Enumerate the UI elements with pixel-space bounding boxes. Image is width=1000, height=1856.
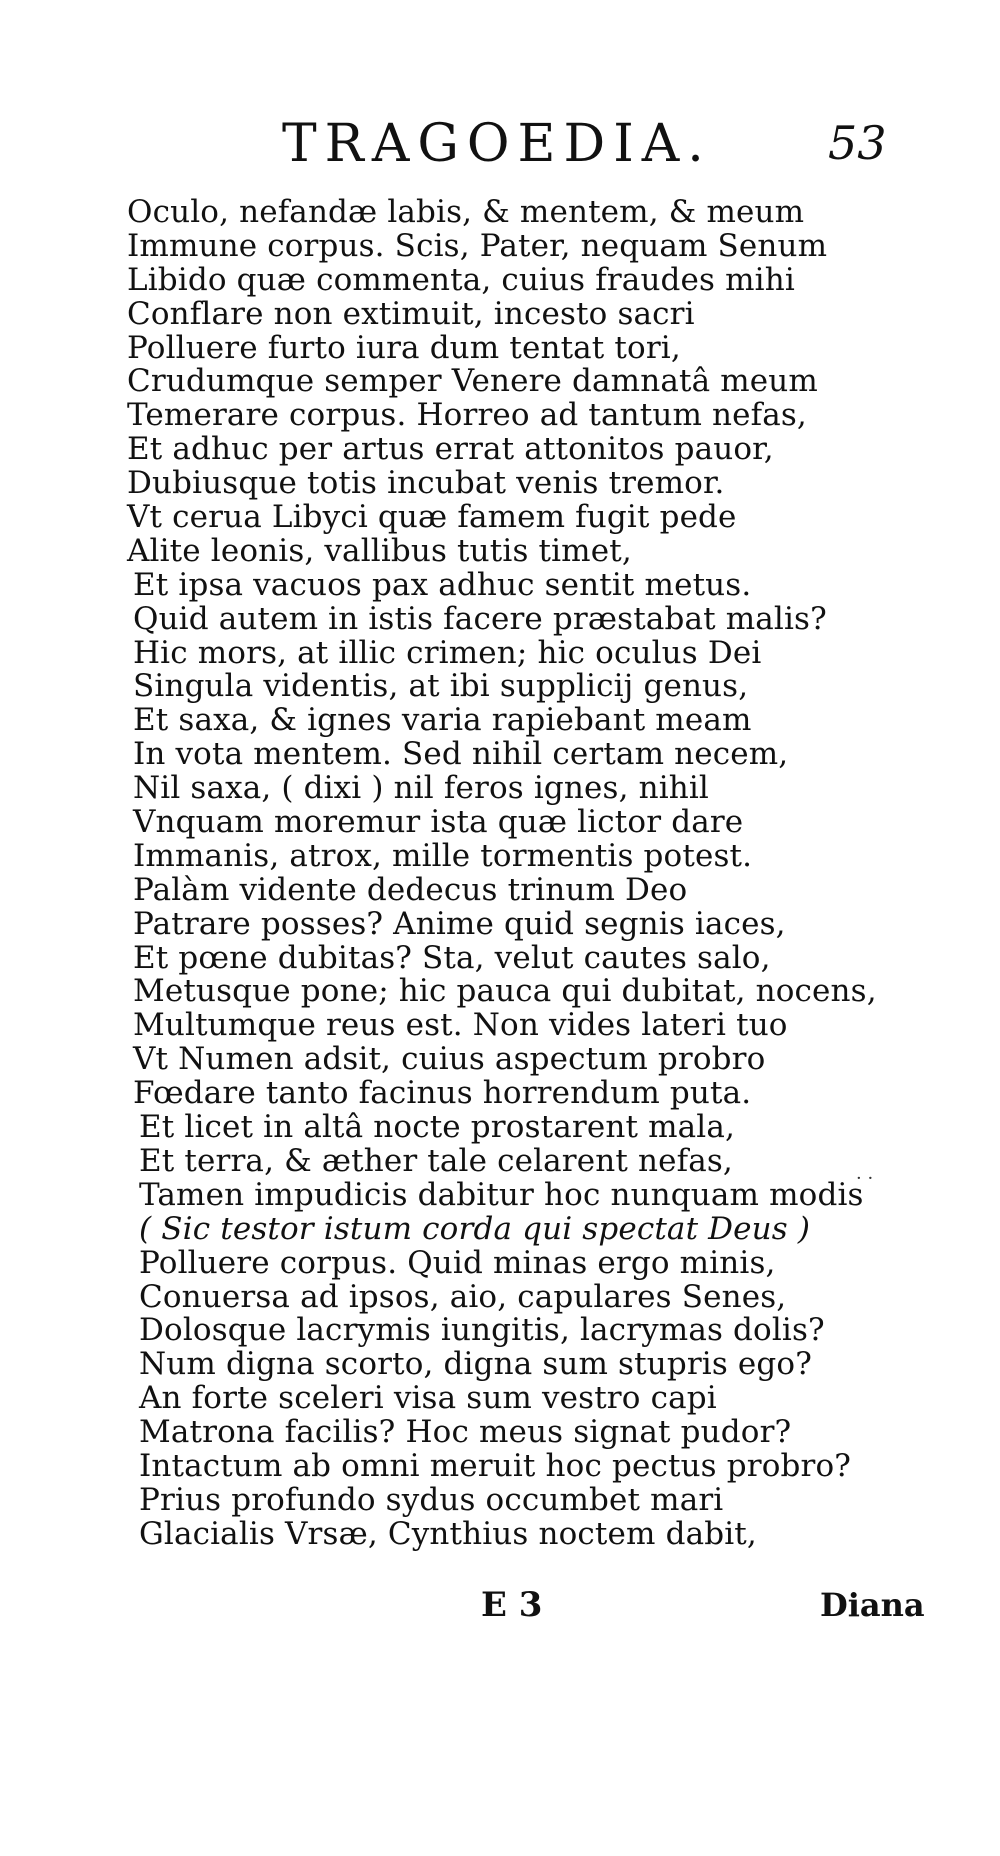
verse-line: Hic mors, at illic crimen; hic oculus Dei	[133, 634, 762, 671]
verse-line: Palàm vidente dedecus trinum Deo	[133, 871, 688, 908]
verse-line: Vt ceruа Libyci quæ famem fugit pede	[127, 499, 737, 536]
running-title: TRAGOEDIA.	[282, 114, 712, 174]
verse-line: Et pœne dubitas? Sta, velut cautes salo,	[133, 939, 771, 976]
verse-line: Oculo, nefandæ labis, & mentem, & meum	[127, 194, 805, 230]
verse-line: Libido quæ commenta, cuius fraudes mihi	[127, 261, 795, 298]
verse-line: Glacialis Vrsæ, Cynthius noctem dabit,	[139, 1515, 757, 1552]
verse-line: Polluere corpus. Quid minas ergo minis,	[139, 1244, 776, 1281]
catchword: Diana	[820, 1586, 925, 1624]
verse-line: Dubiusque totis incubat venis tremor.	[127, 465, 725, 502]
verse-line: Num digna scorto, digna sum stupris ego?	[139, 1346, 812, 1383]
verse-line: Multumque reus est. Non vides lateri tuo	[133, 1007, 788, 1044]
verse-line: Conflare non extimuit, incesto sacri	[127, 295, 695, 332]
verse-line: Matrona facilis? Hoc meus signat pudor?	[139, 1414, 792, 1451]
verse-line: Polluere furto iura dum tentat tori,	[127, 329, 681, 366]
verse-line: Vnquam moremur ista quæ lictor dare	[133, 804, 744, 841]
verse-line: Dolosque lacrymis iungitis, lacrymas dolis?	[139, 1312, 825, 1349]
signature-mark: E 3	[481, 1585, 543, 1625]
verse-line: In vota mentem. Sed nihil certam necem,	[133, 736, 789, 773]
verse-line: Intactum ab omni meruit hoc pectus probro?	[139, 1447, 852, 1484]
verse-line: Immune corpus. Scis, Pater, nequam Senum	[127, 227, 828, 264]
verse-line: Prius profundo sydus occumbet mari	[139, 1481, 724, 1518]
verse-line: Immanis, atrox, mille tormentis potest.	[133, 837, 753, 874]
verse-line: ( Sic testor istum corda qui spectat Deus )	[139, 1210, 811, 1247]
verse-line: An forte sceleri visa sum vestro capi	[139, 1380, 717, 1417]
verse-line: Quid autem in istis facere præstabat malis?	[133, 600, 827, 637]
verse-line: Et ipsa vacuos pax adhuc sentit metus.	[133, 566, 752, 603]
verse-line: Et terra, & æther tale celarent nefas,	[139, 1142, 733, 1179]
verse-line: Tamen impudicis dabitur hoc nunquam modis	[139, 1176, 864, 1213]
verse-line: Crudumque semper Venere damnatâ meum	[127, 363, 818, 400]
verse-line: Vt Numen adsit, cuius aspectum probro	[133, 1041, 766, 1078]
verse-line: Temerare corpus. Horreo ad tantum nefas,	[127, 397, 807, 434]
verse-line: Et adhuc per artus errat attonitos pauor,	[127, 431, 774, 468]
verse-block	[125, 196, 885, 1552]
verse-line: Patrare posses? Anime quid segnis iaces,	[133, 905, 786, 942]
verse-line: Alite leonis, vallibus tutis timet,	[127, 532, 632, 569]
verse-line: Et saxa, & ignes varia rapiebant meam	[133, 702, 752, 739]
verse-line: Nil saxa, ( dixi ) nil feros ignes, nihil	[133, 770, 710, 807]
page-number: 53	[828, 116, 887, 170]
verse-line: Conuersa ad ipsos, aio, capulares Senes,	[139, 1278, 787, 1315]
verse-line: Et licet in altâ nocte prostarent mala,	[139, 1109, 735, 1146]
verse-line: Singula videntis, at ibi supplicij genus,	[133, 668, 749, 705]
ink-specks: · ·	[856, 1168, 874, 1189]
verse-line: Fœdare tanto facinus horrendum puta.	[133, 1075, 752, 1112]
verse-line: Metusque pone; hic pauca qui dubitat, nocens,	[133, 973, 877, 1010]
